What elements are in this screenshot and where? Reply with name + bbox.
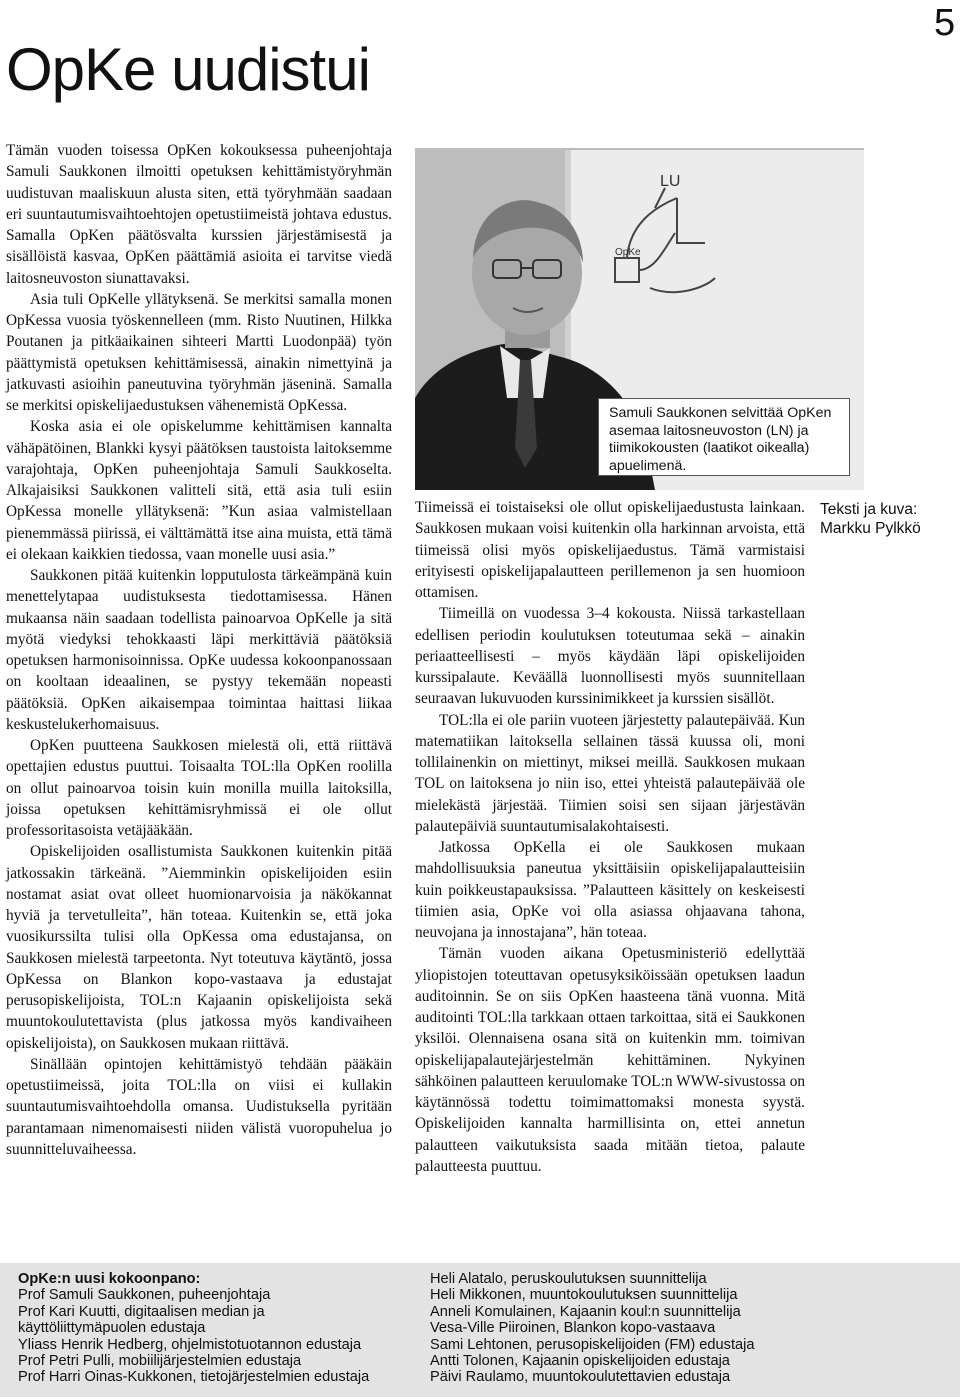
member-item: käyttöliittymäpuolen edustaja bbox=[18, 1320, 206, 1337]
member-item: Anneli Komulainen, Kajaanin koul:n suunnittelija bbox=[430, 1303, 741, 1320]
paragraph: Jatkossa OpKella ei ole Saukkosen mukaan mahdollisuuksia paneutua yksittäisiin opiskelijapalautteisiin kuin poikkeustapauksissa. ”Palautteen käsittely on keskeisesti tiimien asia, OpKe voi olla asiassa ohjaavana tahona, neuvojana ja innostajana”, hän toteaa. bbox=[415, 839, 805, 941]
member-item: Sami Lehtonen, perusopiskelijoiden (FM) edustaja bbox=[430, 1336, 755, 1353]
whiteboard-label: LU bbox=[660, 173, 681, 190]
member-item: Päivi Raulamo, muuntokoulutettavien edustaja bbox=[430, 1369, 731, 1386]
photo-caption: Samuli Saukkonen selvittää OpKen asemaa laitosneuvoston (LN) ja tiimikokousten (laatikot oikealla) apuelimenä. bbox=[598, 398, 850, 476]
paragraph: Tiimeillä on vuodessa 3–4 kokousta. Niissä tarkastellaan edellisen periodin koulutuksen toteutumaa sekä – ainakin periaatteellisesti – myös käydään läpi opiskelijoiden kurssipalaute. Keväällä luonnollisesti myös suunnitellaan seuraavan lukuvuoden kurssinimikkeet ja kurssien sisällöt. bbox=[415, 605, 805, 708]
members-heading: OpKe:n uusi kokoonpano: bbox=[18, 1271, 201, 1287]
member-item: Prof Petri Pulli, mobiilijärjestelmien edustaja bbox=[18, 1353, 302, 1370]
paragraph: Asia tuli OpKelle yllätyksenä. Se merkitsi samalla monen OpKessa vuosia työskennelleen (mm. Risto Nuutinen, Hilkka Poutanen ja pitkäaikainen sihteeri Martti Luodonpää) työn päättymistä opetuksen kehittämisessä, ainakin nimettyinä ja jatkuvasti asioihin paneutuvina työryhmän jäseninä. Samalla se merkitsi opiskelijaedustuksen vähenemistä OpKessa. bbox=[6, 290, 392, 414]
paragraph: Saukkonen pitää kuitenkin lopputulosta tärkeämpänä kuin menettelytapaa uudistuksesta tiedottamisessa. Hänen mukaansa näin saadaan todellista painoarvoa OpKelle ja sitä myötä viedyksi tehokkaasti läpi merkittäviä päätöksiä opetuksen harmonisoinnissa. OpKe uudessa kokoonpanossaan on kooltaan ideaalinen, se pystyy tekemään nopeasti päätöksiä. OpKen aikaisempaa toimintaa haittasi liikaa keskustelukerhomaisuus. bbox=[6, 567, 392, 733]
members-list-left bbox=[18, 1271, 369, 1386]
member-item: Yliass Henrik Hedberg, ohjelmistotuotannon edustaja bbox=[18, 1336, 362, 1353]
paragraph: TOL:lla ei ole pariin vuoteen järjestetty palautepäivää. Kun matematiikan laitoksella sellainen tässä kuussa oli, moni tollilainenkin on miettinyt, miksei meillä. Saukkosen mukaan TOL on laitoksena jo niin iso, ettei yhteistä palautepäivää ole mielekästä järjestää. Tiimien soisi sen sijaan järjestävän palautepäiviä suuntautumisalakohtaisesti. bbox=[415, 711, 805, 835]
member-item: Prof Kari Kuutti, digitaalisen median ja bbox=[18, 1303, 265, 1320]
paragraph: Tämän vuoden aikana Opetusministeriö edellyttää yliopistojen toteuttavan opetusyksiköissään opetuksen laadun auditoinnin. Se on siis OpKen haasteena tänä vuonna. Mitä auditointi TOL:lla tarkkaan ottaen tarkoittaa, sitä ei Saukkonen yksilöi. Olennaisena osana sitä on kuitenkin mm. toimivan opiskelijapalautejärjestelmän kehittäminen. Nykyinen sähköinen palautteen keruulomake TOL:n WWW-sivustossa on käytännössä todettu toimimattomaksi monesta syystä. Opiskelijoiden kannalta harmillisinta on, ettei annetun palautteen vaikutuksista saada mitään tietoa, palaute palautteesta puuttuu. bbox=[415, 945, 805, 1175]
member-item: Heli Alatalo, peruskoulutuksen suunnittelija bbox=[430, 1271, 707, 1287]
member-item: Antti Tolonen, Kajaanin opiskelijoiden edustaja bbox=[430, 1353, 730, 1370]
members-list-right bbox=[430, 1271, 754, 1386]
paragraph: Tiimeissä ei toistaiseksi ole ollut opiskelijaedustusta lainkaan. Saukkosen mukaan voisi kuitenkin olla harkinnan arvoista, että tiimeissä olisi myös opiskelijaedustus. Tämä varmistaisi erityisesti opiskelijapalautteen perillemenon ja sen huomioon ottamisen. bbox=[415, 499, 805, 601]
member-item: Vesa-Ville Piiroinen, Blankon kopo-vastaava bbox=[430, 1320, 716, 1337]
credit-label: Teksti ja kuva: bbox=[820, 501, 918, 518]
paragraph: Tämän vuoden toisessa OpKen kokouksessa puheenjohtaja Samuli Saukkonen ilmoitti opetuksen kehittämistyöryhmän uudistuvan maaliskuun alusta siten, että työryhmään saadaan eri suuntautumisvaihtoehtojen opetustiimeistä johtava edustus. Samalla OpKen päätösvalta kurssien järjestämisestä ja sisällöistä kasvaa, OpKen päättämiä asioita ei tarvitse viedä laitosneuvoston siunattavaksi. bbox=[6, 142, 392, 287]
member-item: Prof Samuli Saukkonen, puheenjohtaja bbox=[18, 1287, 271, 1304]
member-item: Heli Mikkonen, muuntokoulutuksen suunnittelija bbox=[430, 1287, 738, 1304]
whiteboard-label: OpKe bbox=[615, 247, 641, 258]
paragraph: Koska asia ei ole opiskelumme kehittämisen kannalta vähäpätöinen, Blankki kysyi päätöksen taustoista laitoksemme varajohtaja, OpKen puheenjohtaja Samuli Saukkoselta. Alkajaisiksi Saukkonen valitteli sitä, että asia tuli esiin OpKessa monelle yllätyksenä: ”Kun asiaa valmistellaan pienemmässä piirissä, ei välttämättä itse aina muista, että tämä ei olekaan kaikkien tiedossa, vaan monelle uusi asia.” bbox=[6, 418, 392, 563]
member-item: Prof Harri Oinas-Kukkonen, tietojärjestelmien edustaja bbox=[18, 1369, 370, 1386]
paragraph: Opiskelijoiden osallistumista Saukkonen kuitenkin pitää jatkossakin tärkeänä. ”Aiemminkin opiskelijoiden esiin nostamat asiat ovat olleet huomionarvoisia ja näkökannat hyviä ja tervetulleita”, hän toteaa. Kuitenkin se, että joka vuosikurssilta tulisi olla OpKessa oma edustajansa, on Saukkosen mielestä tarpeetonta. Nyt toteutuva käytäntö, jossa OpKessa on Blankon kopo-vastaava ja edustajat perusopiskelijoista, TOL:n Kajaanin opiskelijoista sekä muuntokoulutettavista (plus jatkossa myös kandivaiheen opiskelijoista), on Saukkosen mukaan riittävä. bbox=[6, 843, 392, 1052]
article-right-column bbox=[415, 497, 805, 1177]
paragraph: OpKen puutteena Saukkosen mielestä oli, että riittävä opettajien edustus puuttui. Toisaalta TOL:lla OpKen roolilla on ollut painoarvoa toisin kuin monilla muilla laitoksilla, joissa opetuksen kehittämisryhmissä ei ole ollut professoritasoista vetäjääkään. bbox=[6, 737, 392, 839]
paragraph: Sinällään opintojen kehittämistyö tehdään pääkäin opetustiimeissä, joita TOL:lla on viisi ei kullakin suuntautumisvaihtoehdolla omansa. Uudistuksella pyritään parantamaan nimenomaisesti niiden välistä vuoropuhelua jo suunnitteluvaiheessa. bbox=[6, 1055, 392, 1158]
photo-credit bbox=[820, 500, 960, 538]
article-title: OpKe uudistui bbox=[6, 36, 370, 103]
article-left-column bbox=[6, 140, 392, 1160]
credit-name: Markku Pylkkö bbox=[820, 520, 921, 537]
page-number: 5 bbox=[934, 2, 956, 44]
